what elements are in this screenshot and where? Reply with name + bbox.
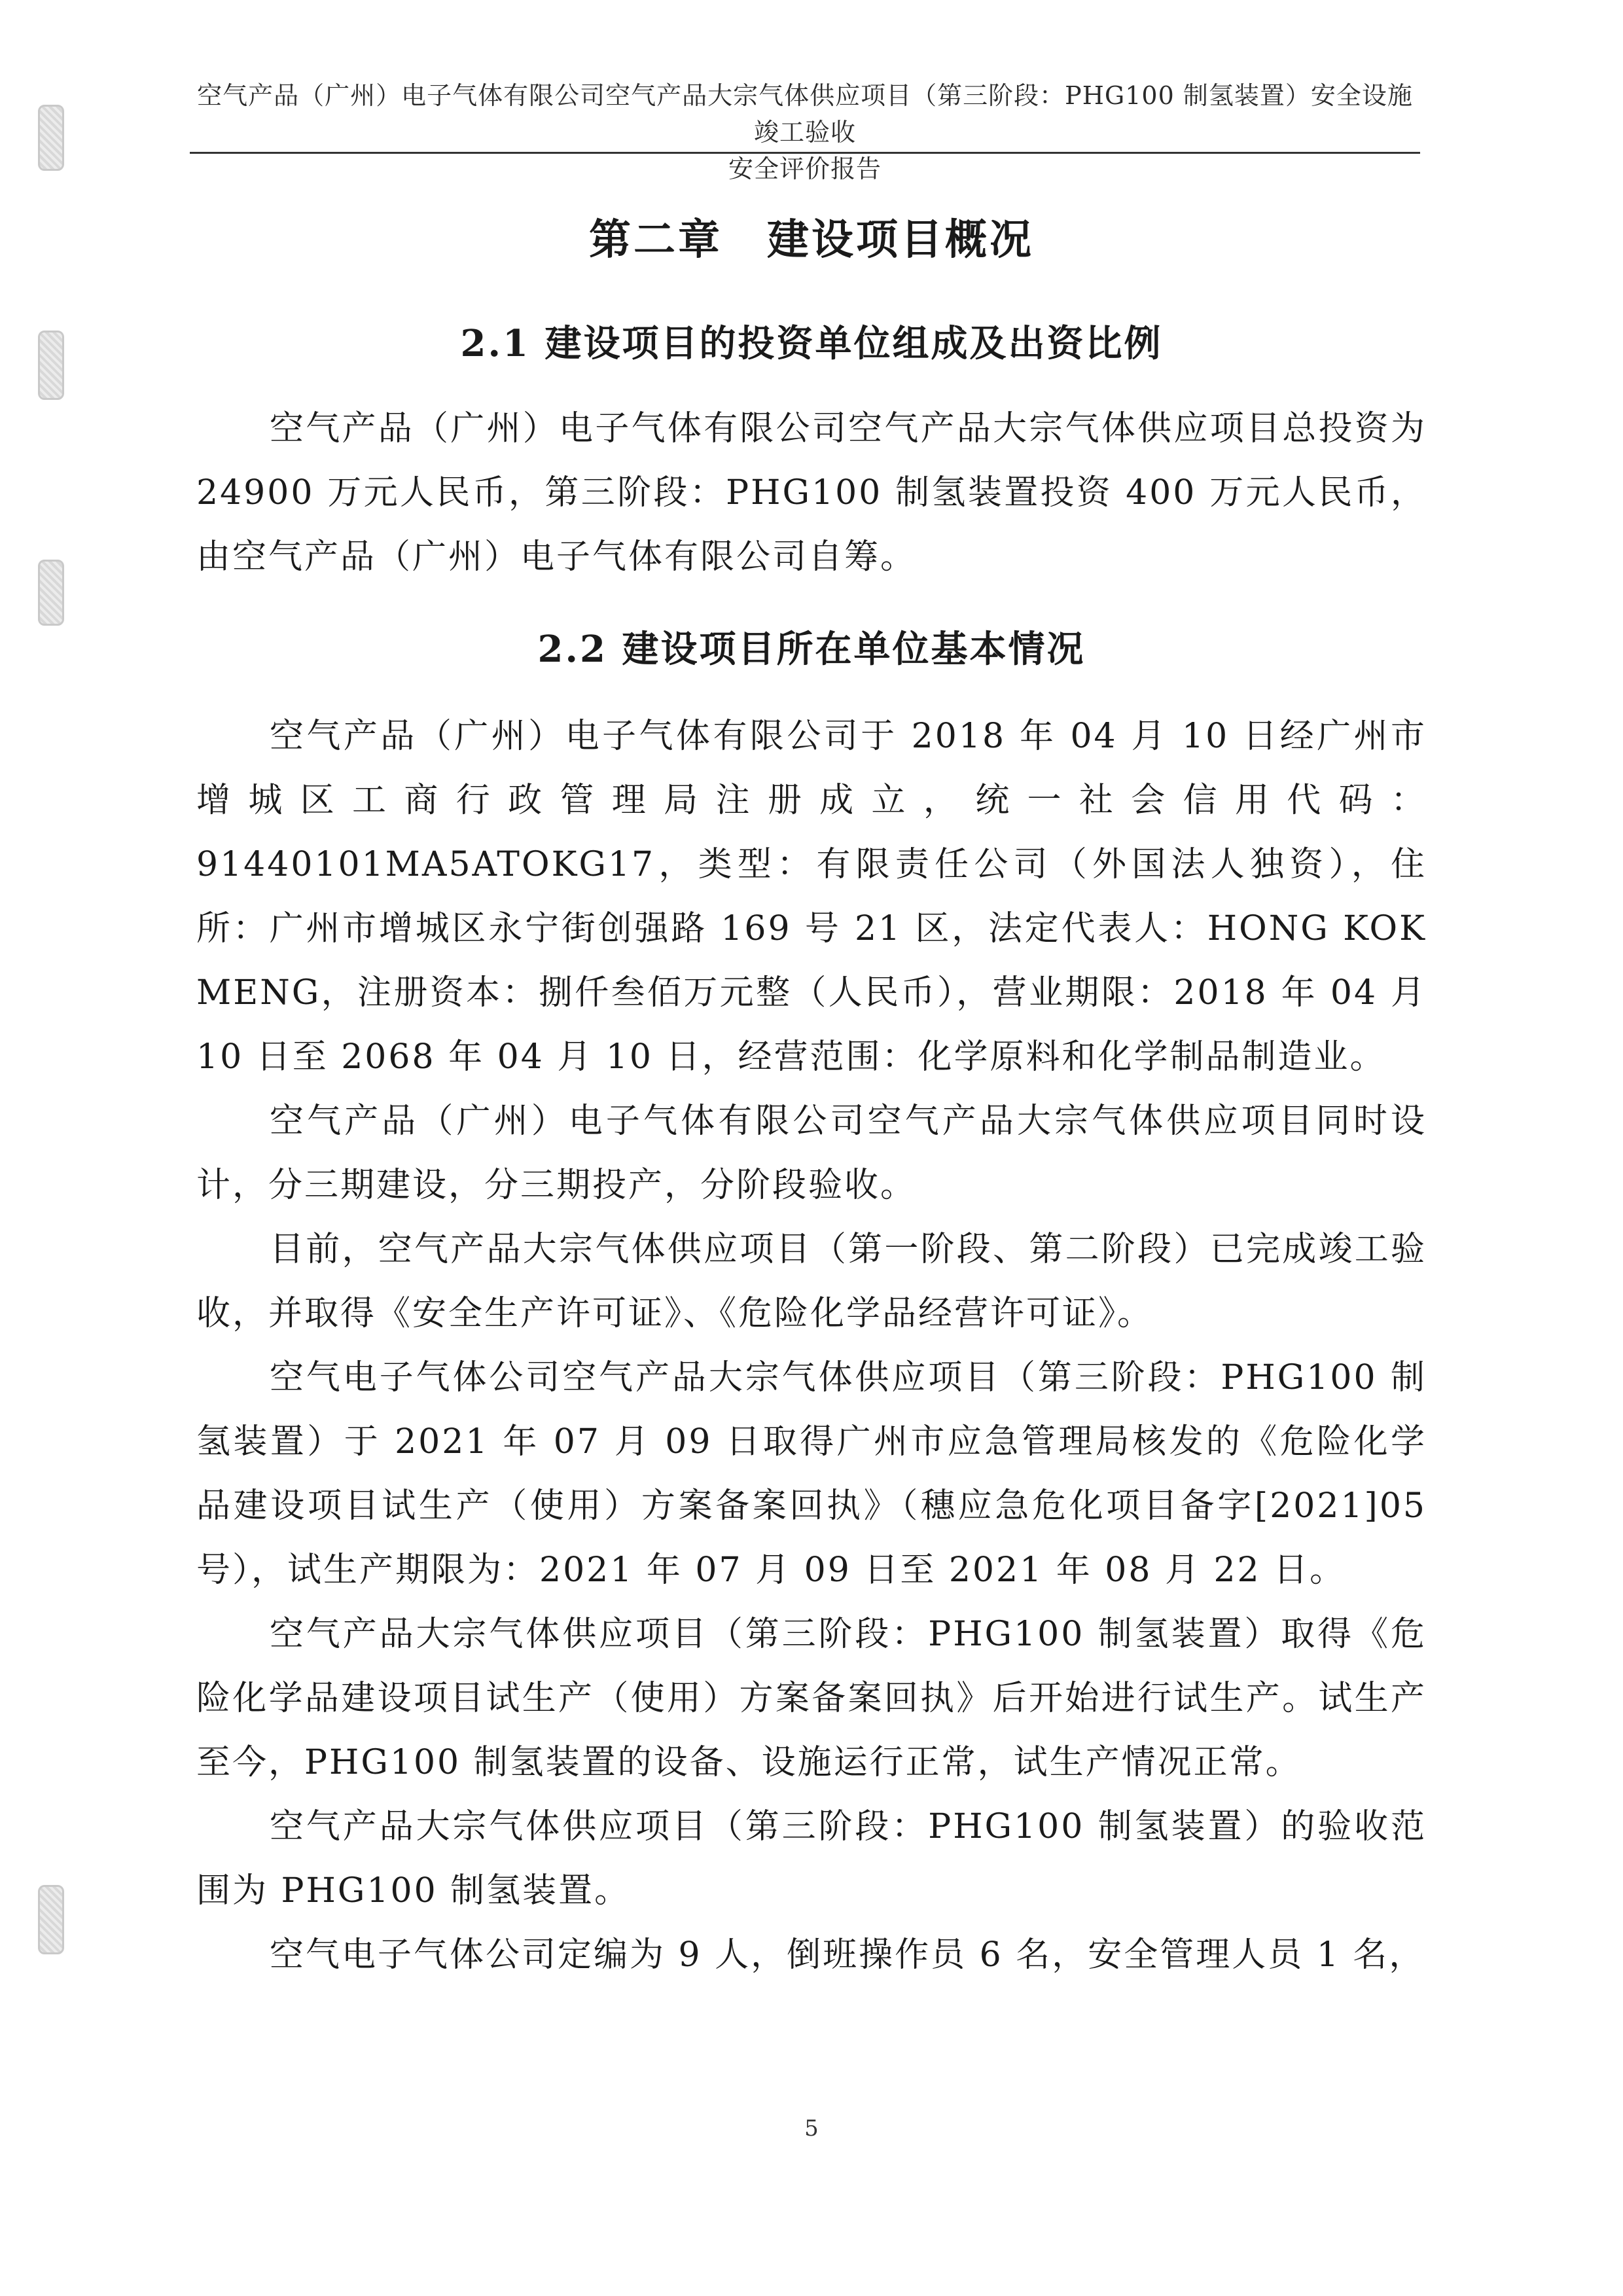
header-rule (190, 152, 1420, 154)
running-header (190, 77, 1420, 187)
running-header-line-2: 安全评价报告 (728, 154, 882, 183)
binding-hole-mark (38, 1885, 64, 1954)
chapter-title: 第二章 建设项目概况 (589, 216, 1034, 264)
section-2-1-body (196, 397, 1427, 589)
body-paragraph: 目前，空气产品大宗气体供应项目（第一阶段、第二阶段）已完成竣工验收，并取得《安全生产许可证》、《危险化学品经营许可证》。 (196, 1230, 1427, 1333)
section-heading-2-2: 2.2 建设项目所在单位基本情况 (537, 628, 1086, 671)
body-paragraph: 空气产品（广州）电子气体有限公司空气产品大宗气体供应项目同时设计，分三期建设，分三期投产，分阶段验收。 (196, 1102, 1427, 1205)
section-2-2-body (196, 704, 1427, 1987)
body-paragraph: 空气电子气体公司定编为 9 人，倒班操作员 6 名，安全管理人员 1 名， (270, 1935, 1425, 1975)
body-paragraph: 空气产品（广州）电子气体有限公司空气产品大宗气体供应项目总投资为 24900 万元人民币，第三阶段：PHG100 制氢装置投资 400 万元人民币，由空气产品（广州）电子气体有限公司自筹。 (196, 409, 1427, 577)
page-number: 5 (804, 2115, 819, 2142)
section-heading-2-1: 2.1 建设项目的投资单位组成及出资比例 (460, 322, 1163, 365)
body-paragraph: 空气产品大宗气体供应项目（第三阶段：PHG100 制氢装置）的验收范围为 PHG100 制氢装置。 (196, 1807, 1427, 1910)
running-header-line-1: 空气产品（广州）电子气体有限公司空气产品大宗气体供应项目（第三阶段：PHG100 制氢装置）安全设施竣工验收 (197, 81, 1413, 147)
binding-hole-mark (38, 560, 64, 626)
body-paragraph: 空气产品大宗气体供应项目（第三阶段：PHG100 制氢装置）取得《危险化学品建设项目试生产（使用）方案备案回执》后开始进行试生产。试生产至今，PHG100 制氢装置的设备、设施运行正常，试生产情况正常。 (196, 1615, 1427, 1782)
body-paragraph: 空气电子气体公司空气产品大宗气体供应项目（第三阶段：PHG100 制氢装置）于 2021 年 07 月 09 日取得广州市应急管理局核发的《危险化学品建设项目试生产（使用）方案备案回执》（穗应急危化项目备字[2021]05 号），试生产期限为：2021 年 07 月 09 日至 2021 年 08 月 22 日。 (196, 1358, 1427, 1590)
body-paragraph: 空气产品（广州）电子气体有限公司于 2018 年 04 月 10 日经广州市增城区工商行政管理局注册成立，统一社会信用代码：91440101MA5ATOKG17，类型：有限责任公司（外国法人独资），住所：广州市增城区永宁街创强路 169 号 21 区，法定代表人：HONG KOK MENG，注册资本：捌仟叁佰万元整（人民币），营业期限：2018 年 04 月 10 日至 2068 年 04 月 10 日，经营范围：化学原料和化学制品制造业。 (196, 717, 1427, 1077)
binding-hole-mark (38, 105, 64, 171)
